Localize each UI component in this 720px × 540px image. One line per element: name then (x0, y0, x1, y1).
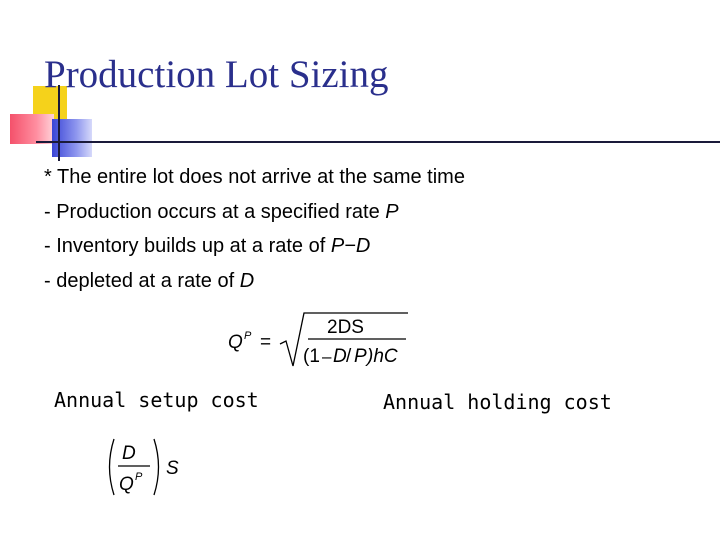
formula-denom-minus: – (322, 347, 332, 366)
bullet-item (44, 264, 465, 299)
bullet-text: - Inventory builds up at a rate of (44, 235, 331, 257)
bullet-item (44, 229, 465, 264)
bullet-text: - depleted at a rate of (44, 269, 240, 292)
formula-lhs-superscript: P (244, 330, 252, 342)
formula-denom-slash: / (346, 346, 352, 367)
formula-denom-close: )hC (367, 346, 398, 367)
annual-setup-cost-formula (104, 436, 184, 498)
setup-denominator-superscript: P (135, 471, 143, 483)
bullet-text: - Production occurs at a specified rate (44, 200, 386, 223)
formula-denom-P: P (354, 346, 367, 367)
annual-holding-cost-label: Annual holding cost (383, 390, 612, 414)
bullet-variable: D (239, 269, 255, 292)
bullet-text: * The entire lot does not arrive at the same time (44, 166, 465, 188)
formula-denom-open: (1 (303, 346, 320, 367)
slide-title: Production Lot Sizing (44, 53, 389, 96)
bullet-variable: P−D (330, 235, 371, 257)
formula-equals: = (260, 332, 272, 353)
left-paren (110, 439, 115, 495)
bullet-item (44, 195, 465, 230)
formula-lhs: Q (228, 332, 243, 353)
economic-production-quantity-formula (228, 308, 412, 370)
bullet-item (44, 160, 465, 195)
decor-red-block (10, 114, 54, 144)
title-underline-rule (36, 141, 720, 143)
formula-denom-D: D (333, 346, 347, 367)
bullet-variable: P (385, 200, 399, 223)
setup-denominator: Q (119, 474, 134, 495)
right-paren (154, 439, 159, 495)
bullet-list (44, 160, 465, 298)
annual-setup-cost-label: Annual setup cost (54, 388, 259, 412)
formula-numerator: 2DS (327, 317, 364, 338)
setup-multiplier: S (166, 458, 179, 479)
setup-numerator: D (122, 443, 136, 464)
